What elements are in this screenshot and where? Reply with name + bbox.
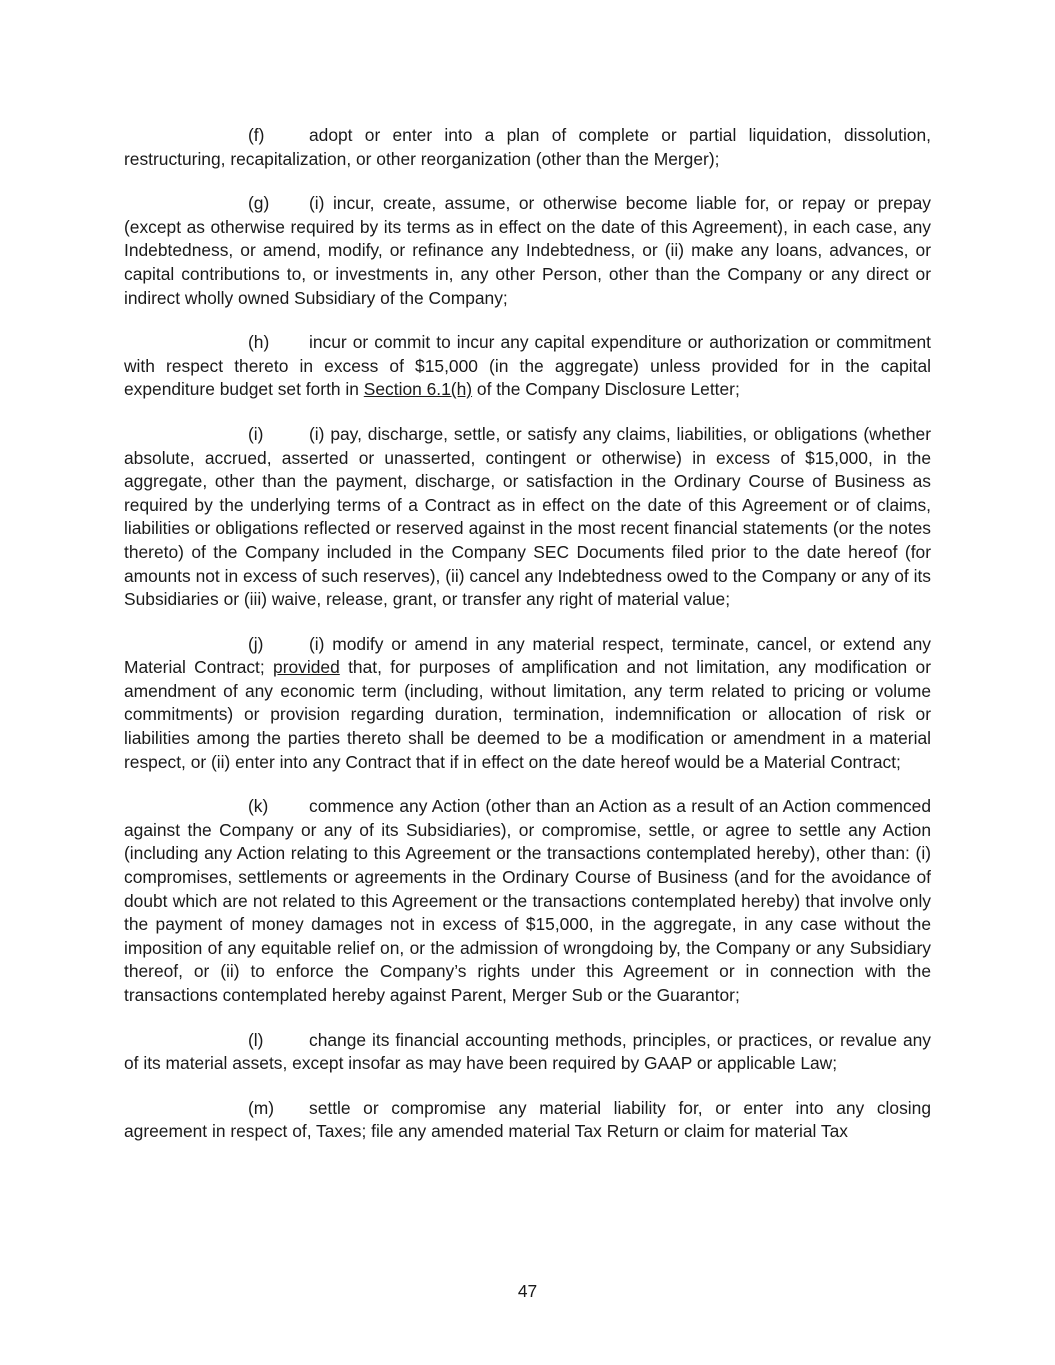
section-reference: Section 6.1(h): [363, 379, 473, 400]
paragraph-g: [124, 192, 931, 310]
paragraph-text: settle or compromise any material liability for, or enter into any closing agreement in respect of, Taxes; file any amended material Tax Return or claim for material Tax: [124, 1097, 931, 1142]
paragraph-i: [124, 423, 931, 612]
paragraph-f: [124, 124, 931, 171]
paragraph-j: [124, 633, 931, 775]
page-number: 47: [517, 1281, 538, 1301]
paragraph-h: [124, 331, 931, 402]
paragraph-text: adopt or enter into a plan of complete or partial liquidation, dissolution, restructuring, recapitalization, or other reorganization (other than the Merger);: [124, 125, 931, 169]
provided-term: provided: [273, 657, 340, 678]
paragraph-m: [124, 1097, 931, 1144]
paragraph-label: (h): [248, 332, 270, 353]
paragraph-label: (m): [248, 1097, 275, 1118]
paragraph-text: (i) modify or amend in any material respect, terminate, cancel, or extend any Material Contract;: [124, 633, 931, 678]
paragraph-label: (g): [248, 193, 270, 214]
paragraph-text: of the Company Disclosure Letter;: [472, 379, 740, 400]
document-body: [124, 124, 931, 1165]
paragraph-label: (j): [248, 633, 264, 654]
paragraph-text: (i) incur, create, assume, or otherwise become liable for, or repay or prepay (except as otherwise required by its terms as in effect on the date of this Agreement), in each case, any Indebtedness, or amend, modify, or refinance any Indebtedness, or (ii) make any loans, advances, or capital contributions to, or investments in, any other Person, other than the Company or any direct or indirect wholly owned Subsidiary of the Company;: [124, 193, 931, 308]
paragraph-text: commence any Action (other than an Action as a result of an Action commenced against the Company or any of its Subsidiaries), or compromise, settle, or agree to settle any Action (including any Action relating to this Agreement or the transactions contemplated hereby), other than: (i) compromises, settlements or agreements in the Ordinary Course of Business (and for the avoidance of doubt which are not related to this Agreement or the transactions contemplated hereby) that involve only the payment of money damages not in excess of $15,000, in the aggregate, in any case without the imposition of any equitable relief on, or the admission of wrongdoing by, the Company or any Subsidiary thereof, or (ii) to enforce the Company’s rights under this Agreement or in connection with the transactions contemplated hereby against Parent, Merger Sub or the Guarantor;: [124, 796, 931, 1005]
paragraph-text: (i) pay, discharge, settle, or satisfy any claims, liabilities, or obligations (whether absolute, accrued, asserted or unasserted, contingent or otherwise) in excess of $15,000, in the aggregate, other than the payment, discharge, or satisfaction in the Ordinary Course of Business as required by the underlying terms of a Contract as in effect on the date of this Agreement or of claims, liabilities or obligations reflected or reserved against in the most recent financial statements (or the notes thereto) of the Company included in the Company SEC Documents filed prior to the date hereof (for amounts not in excess of such reserves), (ii) cancel any Indebtedness owed to the Company or any of its Subsidiaries or (iii) waive, release, grant, or transfer any right of material value;: [124, 423, 931, 610]
paragraph-text: that, for purposes of amplification and not limitation, any modification or amendment of any economic term (including, without limitation, any term related to pricing or volume commitments) or provision regarding duration, termination, indemnification or allocation of risk or liabilities among the parties thereto shall be deemed to be a modification or amendment in a material respect, or (ii) enter into any Contract that if in effect on the date hereof would be a Material Contract;: [124, 657, 931, 772]
paragraph-l: [124, 1029, 931, 1076]
paragraph-label: (f): [248, 125, 265, 145]
paragraph-k: [124, 795, 931, 1007]
paragraph-label: (k): [248, 796, 269, 817]
paragraph-text: incur or commit to incur any capital expenditure or authorization or commitment with respect thereto in excess of $15,000 (in the aggregate) unless provided for in the capital expenditure budget set forth in: [124, 332, 931, 400]
paragraph-text: change its financial accounting methods, principles, or practices, or revalue any of its material assets, except insofar as may have been required by GAAP or applicable Law;: [124, 1029, 931, 1074]
paragraph-label: (i): [248, 423, 264, 444]
paragraph-label: (l): [248, 1029, 264, 1050]
